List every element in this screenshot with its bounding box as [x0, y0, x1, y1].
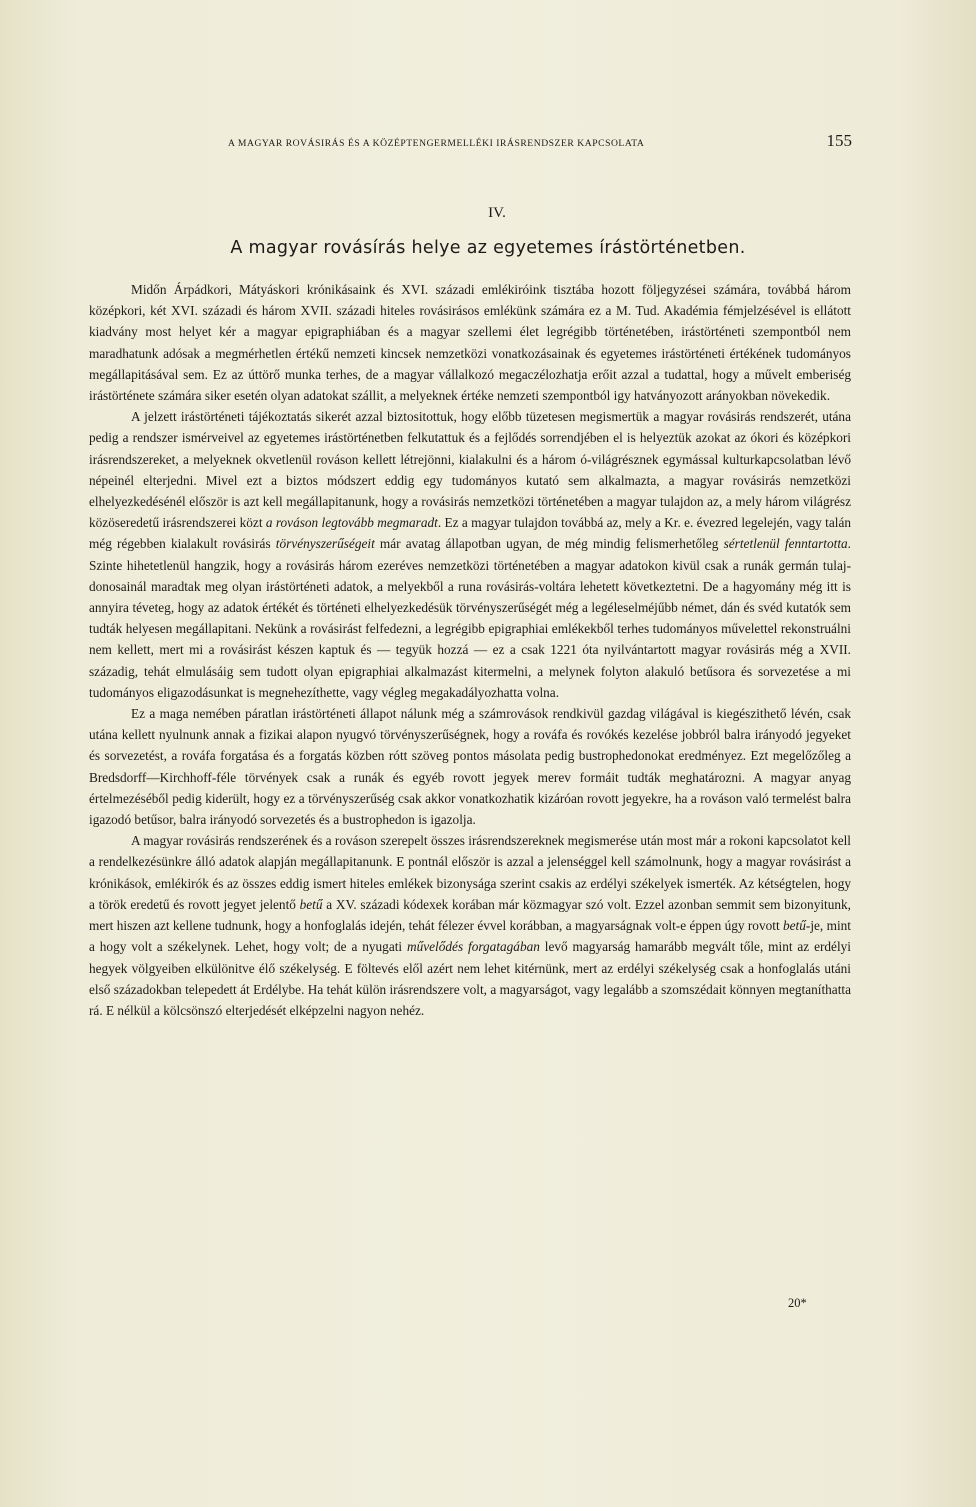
italic-run: betű [299, 896, 323, 912]
paragraph [89, 703, 851, 830]
text-run: . Ez a magyar tulajdon továbbá az, mely a Kr. e. évezred legelején, vagy talán még régebben kialakult rovásirás [89, 515, 851, 552]
text-run: Midőn Árpádkori, Mátyáskori krónikásaink és XVI. századi emlékiróink tisztába hozott följegyzései számára, továbbá három középkori, két XVI. századi és három XVII. századi hiteles rovásirásos emlékünk számára ez a M. Tud. Akadémia fémjelzésével is ellátott kiadvány most helyet kér a magyar epigraphiában és a magyar szellemi élet legrégibb történetében, irástörténeti szempontból nem maradhatunk adósak a megmérhetlen értékű nemzeti kincsek nemzetközi vonatkozásainak és egyetemes irástörténeti értékének tudományos megállapitásával sem. Ez az úttörő munka terhes, de a magyar vállalkozó megaczélozhatja erőit azzal a tudattal, hogy a művelt emberiség irástörténete számára siker esetén olyan adatokat szállit, a melyeknek értéke nemzeti szempontból igy hatványozott arányokban növekedik. [89, 282, 851, 404]
text-run: -je, mint a hogy volt a székelynek. Lehet, hogy volt; de a nyugati [89, 918, 851, 955]
italic-run: törvényszerűségeit [275, 536, 375, 552]
text-run: a XV. századi kódexek korában már közmagyar szó volt. Ezzel azonban semmit sem bizonyitunk, mert hiszen azt kellene tudnunk, hogy a honfoglalás idején, tehát félezer évvel korábban, a magyarságnak volt-e éppen úgy rovott [89, 896, 851, 934]
text-run: Ez a maga nemében páratlan irástörténeti állapot nálunk még a számrovások rendkivül gazdag világával is kiegészithető lévén, csak utána kellett nyulnunk annak a fizikai alapon nyugvó törvényszerűségnek, hogy a rováfa és rovókés kezelése jobbról balra irányodó jegyeket és sorvezetést, a rováfa forgatása és a forgatás közben rótt szöveg pontos másolata pedig bustrophedonokat eredményez. Ezt megelőzőleg a Bredsdorff—Kirchhoff-féle törvények csak a runák és egyéb rovott jegyek merev formáit tudták meghatározni. A magyar anyag értelmezéséből pedig kiderült, hogy ez a törvényszerűség csak akkor vonatkozhatik kizáróan rovott jegyekre, ha a rováson való termelést balra igazodó betűsor, balra irányodó sorvezetés és a bustrophedon is igazolja. [89, 706, 851, 828]
signature-mark: 20* [788, 1296, 807, 1310]
paragraph [89, 279, 851, 406]
italic-run: betű [783, 918, 806, 934]
text-run: levő magyarság hamarább megvált tőle, mint az erdélyi hegyek völgyeiben elkülönitve élő székelység. E föltevés elől azért nem lehet kitérnünk, mert az erdélyi székelység csak a honfoglalás utáni első századokban telepedett át Erdélybe. Ha tehát külön irásrendszere volt, a magyarságot, vagy legalább a szomszédait könnyen megtaníthatta rá. E nélkül a kölcsönszó elterjedését elképzelni nagyon nehéz. [89, 939, 851, 1018]
italic-run: művelődés forgatagában [407, 939, 540, 955]
text-run: . Szinte hihetetlenül hangzik, hogy a rovásirás három ezeréves nemzetközi történetében a magyar adatokon kivül csak a runák germán tulajdonosainál maradtak meg olyan irástörténeti adatok, a melyekből a runa rovásirás-voltára lehetett következtetni. De a hagyomány még itt is annyira téveteg, hogy az adatok értékét és történeti elhelyezkedésük törvényszerűségét még a legéleselméjűbb német, dán és svéd kutatók sem tudták helyesen megállapitani. Nekünk a rovásirást felfedezni, a legrégibb epigraphiai emlékekből terhes tudományos művelettel rekonstruálni nem kellett, mert mi a rovásirást készen kaptuk és — tegyük hozzá — ez a csak 1221 óta nyilvántartott magyar rovásirás még a XVII. századig, tehát elmulásáig sem tudott olyan epigraphiai alkalmazást kitermelni, a melynek folyton alakuló betűsora és sorvezetése a mi tudományos eligazodásunkat is megnehezíthette, vagy végleg megakadályozhatta volna. [89, 536, 851, 700]
italic-run: a rováson legtovább megmaradt [265, 515, 438, 531]
page-number: 155 [826, 131, 852, 150]
paragraph [89, 406, 851, 703]
running-head [88, 131, 852, 153]
chapter-number: IV. [488, 205, 506, 221]
chapter-title: A magyar rovásírás helye az egyetemes írástörténetben. [230, 238, 746, 258]
body-text [89, 279, 851, 1021]
italic-run: sértetlenül fenntartotta [723, 536, 848, 552]
paragraph [89, 830, 851, 1021]
text-run: már avatag állapotban ugyan, de még mindig felismerhetőleg [374, 536, 724, 552]
text-run: A magyar rovásirás rendszerének és a rováson szerepelt összes irásrendszereknek megismerése után most már a rokoni kapcsolatot kell a rendelkezésünkre álló adatok alapján megállapitanunk. E pontnál először is azzal a jelenséggel kell számolnunk, hogy a magyar rovásirást a krónikások, emlékirók és az összes eddig ismert hiteles emlékek bizonysága szerint csakis az erdélyi székelyek ismerték. Az kétségtelen, hogy a török eredetű és rovott jegyet jelentő [89, 833, 851, 912]
text-run: A jelzett irástörténeti tájékoztatás sikerét azzal biztositottuk, hogy előbb tüzetesen megismertük a magyar rovásirás rendszerét, utána pedig a rendszer ismérveivel az egyetemes irástörténetben felkutattuk és a fejlődés sorrendjében el is helyeztük azokat az ókori és középkori irásrendszereket, a melyeknek okvetlenül rováson kellett létrejönni, kialakulni és a három ó-világrésznek egymással kulturkapcsolatban lévő népeinél elterjedni. Mivel ezt a biztos módszert eddig egy tudományos kutató sem alkalmazta, a magyar rovásirás nemzetközi elhelyezkedésénél először is azt kell megállapitanunk, hogy a rovásirás nemzetközi történetében a magyar tulajdon az, a mely három világrész közöseredetű irásrendszerei közt [89, 409, 851, 531]
running-title: A MAGYAR ROVÁSIRÁS ÉS A KÖZÉPTENGERMELLÉKI IRÁSRENDSZER KAPCSOLATA [228, 138, 645, 149]
